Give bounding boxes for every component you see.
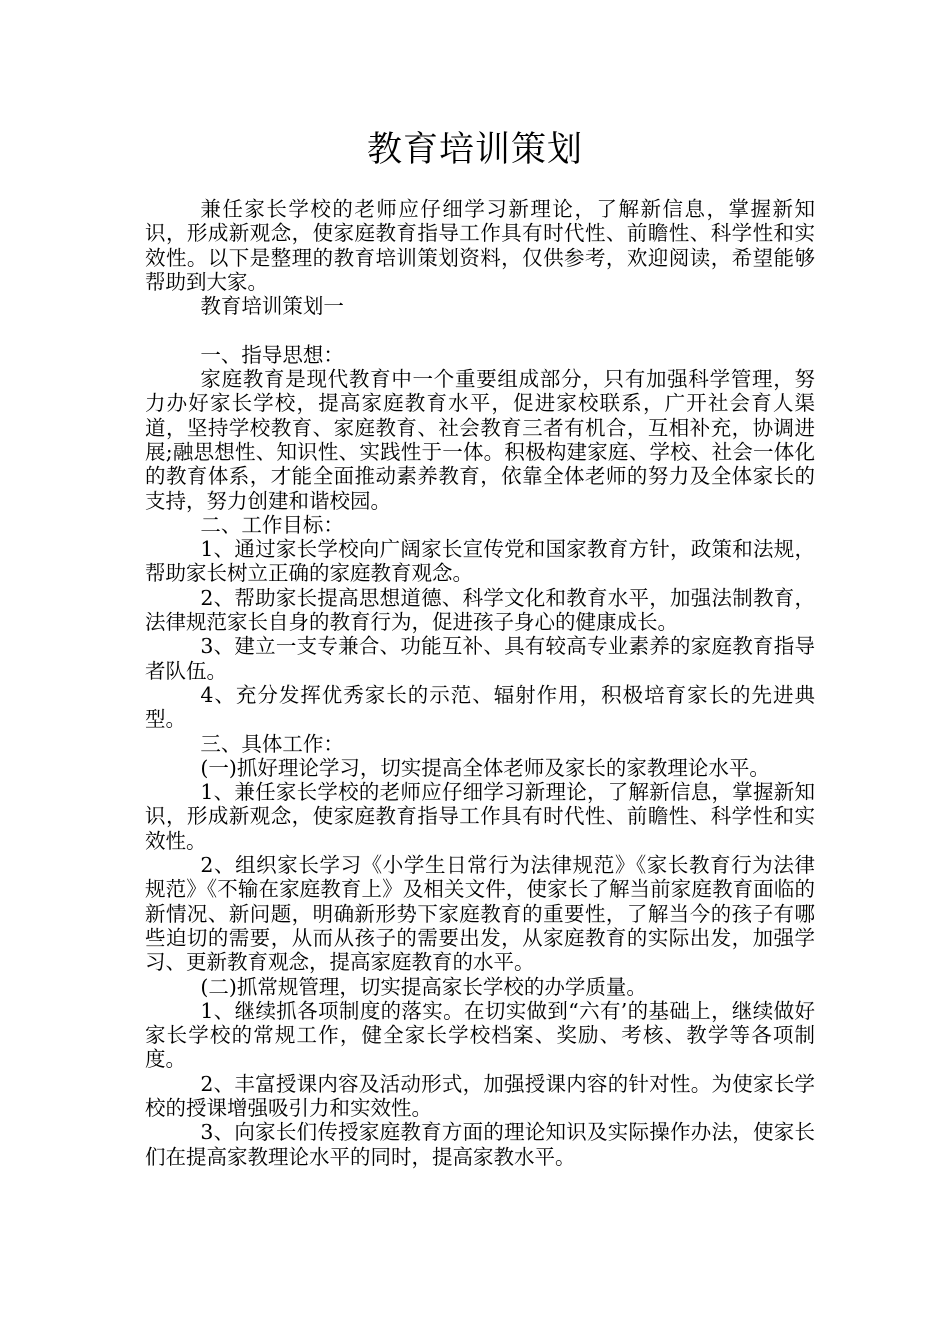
blank-line: [145, 318, 815, 342]
paragraph: 4、充分发挥优秀家长的示范、辐射作用，积极培育家长的先进典型。: [145, 682, 815, 732]
paragraph-intro: 兼任家长学校的老师应仔细学习新理论，了解新信息，掌握新知识，形成新观念，使家庭教育指导工作具有时代性、前瞻性、科学性和实效性。以下是整理的教育培训策划资料，仅供参考，欢迎阅读，希望能够帮助到大家。: [145, 197, 815, 294]
paragraph: 3、向家长们传授家庭教育方面的理论知识及实际操作办法，使家长们在提高家教理论水平的同时，提高家教水平。: [145, 1120, 815, 1169]
paragraph: 2、组织家长学习《小学生日常行为法律规范》《家长教育行为法律规范》《不输在家庭教育上》及相关文件，使家长了解当前家庭教育面临的新情况、新问题，明确新形势下家庭教育的重要性，了解当今的孩子有哪些迫切的需要，从而从孩子的需要出发，从家庭教育的实际出发，加强学习、更新教育观念，提高家庭教育的水平。: [145, 853, 815, 975]
paragraph-heading-guiding-ideology: 一、指导思想：: [200, 342, 344, 367]
document-title: 教育培训策划: [366, 130, 583, 170]
paragraph-subheading: (一)抓好理论学习，切实提高全体老师及家长的家教理论水平。: [200, 755, 770, 780]
document-body: [145, 197, 815, 1169]
paragraph-subheading: (二)抓常规管理，切实提高家长学校的办学质量。: [200, 974, 647, 999]
paragraph: 1、通过家长学校向广阔家长宣传党和国家教育方针，政策和法规，帮助家长树立正确的家庭教育观念。: [145, 537, 815, 586]
paragraph: 2、丰富授课内容及活动形式，加强授课内容的针对性。为使家长学校的授课增强吸引力和实效性。: [145, 1071, 815, 1120]
paragraph: 1、继续抓各项制度的落实。在切实做到“六有’的基础上，继续做好家长学校的常规工作，健全家长学校档案、奖励、考核、教学等各项制度。: [145, 998, 815, 1072]
paragraph: 家庭教育是现代教育中一个重要组成部分，只有加强科学管理，努力办好家长学校，提高家庭教育水平，促进家校联系，广开社会育人渠道，坚持学校教育、家庭教育、社会教育三者有机合，互相补充，协调进展;融思想性、知识性、实践性于一体。积极构建家庭、学校、社会一体化的教育体系，才能全面推动素养教育，依靠全体老师的努力及全体家长的支持，努力创建和谐校园。: [145, 367, 815, 513]
paragraph-section-heading: 教育培训策划一: [200, 294, 344, 319]
paragraph-heading-work-goals: 二、工作目标：: [200, 512, 344, 537]
paragraph: 1、兼任家长学校的老师应仔细学习新理论，了解新信息，掌握新知识，形成新观念，使家庭教育指导工作具有时代性、前瞻性、科学性和实效性。: [145, 780, 815, 853]
paragraph: 2、帮助家长提高思想道德、科学文化和教育水平，加强法制教育，法律规范家长自身的教育行为，促进孩子身心的健康成长。: [145, 585, 815, 635]
paragraph: 3、建立一支专兼合、功能互补、具有较高专业素养的家庭教育指导者队伍。: [145, 634, 815, 683]
paragraph-heading-specific-work: 三、具体工作：: [200, 731, 344, 756]
